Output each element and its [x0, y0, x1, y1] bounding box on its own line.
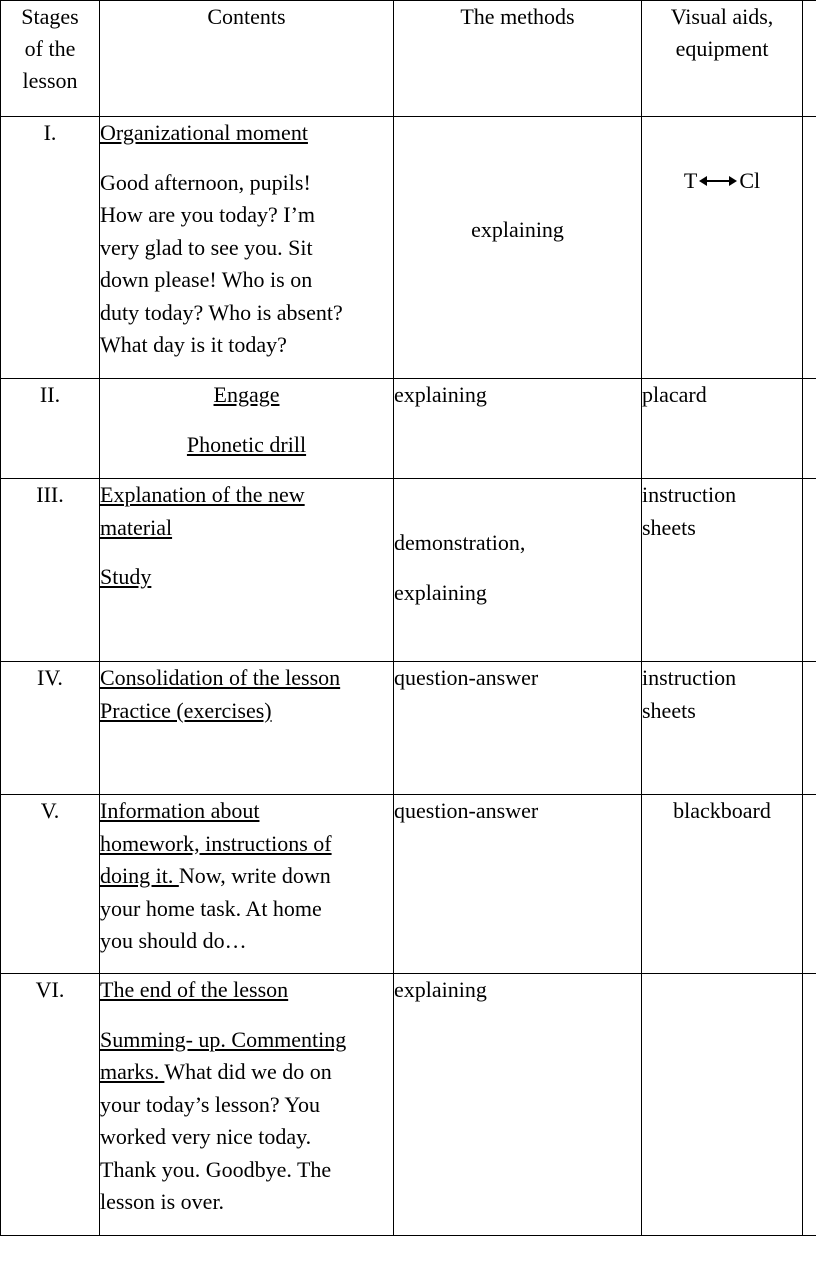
content-title: doing it.	[100, 863, 179, 888]
content-line: very glad to see you. Sit	[100, 234, 313, 260]
content-line: your today’s lesson? You	[100, 1091, 321, 1117]
content-line: duty today? Who is absent?	[100, 299, 343, 325]
content-line: lesson is over.	[100, 1189, 225, 1214]
table-row	[1, 662, 816, 795]
extra-column	[803, 117, 816, 379]
content-cell	[100, 974, 394, 1236]
stage-number: II.	[1, 379, 100, 479]
header-aids-line: equipment	[675, 36, 769, 61]
method-text: explaining	[394, 579, 487, 605]
header-stages	[1, 1, 100, 117]
teacher-class-label	[684, 117, 760, 198]
method-cell: explaining	[394, 974, 642, 1236]
table-row	[1, 117, 816, 379]
aids-cell	[642, 479, 803, 662]
extra-column	[803, 662, 816, 795]
content-title: Information about	[100, 798, 260, 823]
content-title: Practice (exercises)	[100, 697, 272, 723]
stage-number: VI.	[1, 974, 100, 1236]
aids-text: sheets	[642, 514, 696, 540]
content-cell	[100, 117, 394, 379]
method-cell	[394, 479, 642, 662]
content-cell	[100, 662, 394, 795]
content-title: material	[100, 514, 173, 540]
content-title: Consolidation of the lesson	[100, 665, 341, 690]
content-title: Organizational moment	[100, 120, 308, 145]
content-cell	[100, 479, 394, 662]
content-title: homework, instructions of	[100, 830, 332, 856]
aids-cell: placard	[642, 379, 803, 479]
content-subtitle: Summing- up. Commenting	[100, 1026, 347, 1052]
stage-number: III.	[1, 479, 100, 662]
extra-column	[803, 379, 816, 479]
content-line	[100, 1056, 393, 1089]
content-title: Engage	[213, 382, 280, 407]
double-arrow-icon	[699, 174, 737, 188]
header-methods: The methods	[394, 1, 642, 117]
content-line: down please! Who is on	[100, 267, 313, 292]
table-row	[1, 795, 816, 974]
content-line: Good afternoon, pupils!	[100, 169, 311, 195]
table-row	[1, 479, 816, 662]
extra-column	[803, 795, 816, 974]
method-text: explaining	[471, 217, 564, 242]
aids-right: Cl	[739, 168, 761, 193]
aids-text: sheets	[642, 697, 696, 723]
stage-number: I.	[1, 117, 100, 379]
aids-left: T	[683, 168, 698, 193]
content-subtitle: Study	[100, 564, 152, 589]
content-cell	[100, 795, 394, 974]
method-cell: question-answer	[394, 795, 642, 974]
content-subtitle: Phonetic drill	[186, 431, 307, 457]
aids-cell	[642, 974, 803, 1236]
header-aids-line: Visual aids,	[670, 4, 774, 29]
content-line: What day is it today?	[100, 332, 287, 357]
stage-number: IV.	[1, 662, 100, 795]
content-line	[100, 860, 393, 893]
method-text: demonstration,	[394, 530, 526, 555]
method-cell	[394, 117, 642, 379]
content-line: Thank you. Goodbye. The	[100, 1156, 332, 1182]
content-title: Explanation of the new	[100, 482, 305, 507]
stage-number: V.	[1, 795, 100, 974]
content-line: your home task. At home	[100, 895, 322, 921]
content-line: worked very nice today.	[100, 1124, 312, 1149]
content-title: The end of the lesson	[100, 977, 289, 1002]
header-row	[1, 1, 816, 117]
table-row	[1, 974, 816, 1236]
content-subtitle: marks.	[100, 1059, 165, 1084]
content-line: How are you today? I’m	[100, 202, 316, 227]
aids-cell: blackboard	[642, 795, 803, 974]
method-cell: explaining	[394, 379, 642, 479]
content-text	[100, 167, 393, 362]
header-stages-line: Stages	[21, 4, 79, 29]
method-cell: question-answer	[394, 662, 642, 795]
aids-text: instruction	[642, 665, 737, 690]
content-text	[100, 1024, 393, 1219]
table-row	[1, 379, 816, 479]
header-stages-line: lesson	[22, 68, 78, 93]
header-stages-line: of the	[24, 36, 76, 61]
content-line: you should do…	[100, 928, 247, 953]
extra-column	[803, 1, 816, 117]
aids-cell	[642, 662, 803, 795]
content-inline-text: What did we do on	[164, 1059, 332, 1084]
content-inline-text: Now, write down	[178, 863, 331, 888]
aids-text: instruction	[642, 482, 737, 507]
content-cell	[100, 379, 394, 479]
extra-column	[803, 479, 816, 662]
header-contents: Contents	[100, 1, 394, 117]
header-visual-aids	[642, 1, 803, 117]
extra-column	[803, 974, 816, 1236]
aids-cell	[642, 117, 803, 379]
